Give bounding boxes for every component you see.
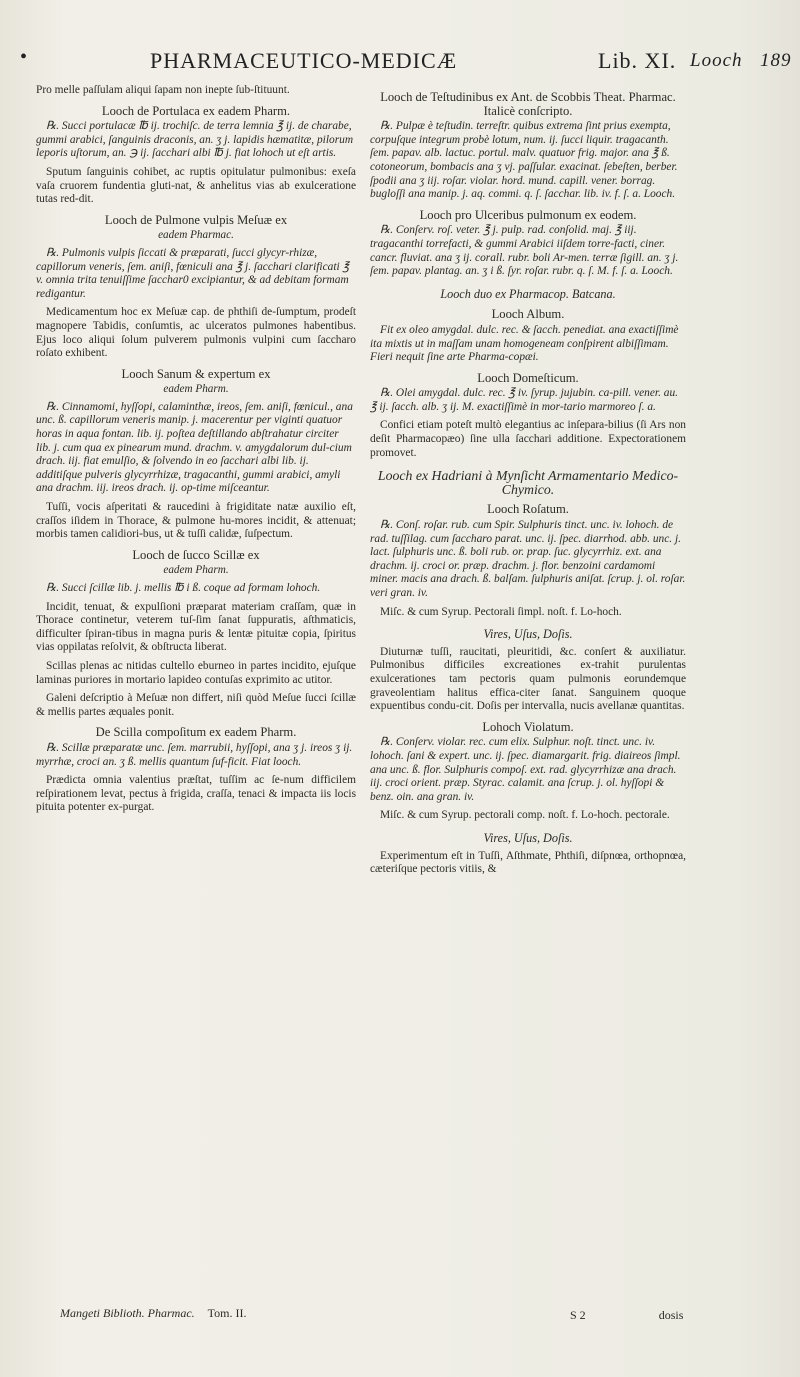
header-book-number: Lib. XI.	[598, 48, 677, 73]
division-heading: Looch duo ex Pharmacop. Batcana.	[440, 286, 616, 301]
paragraph: Incidit, tenuat, & expulſioni præparat materiam craſſam, quæ in Thorace continetur, veterem tuſ-ſim ſanat ſuppuratis, aſthmaticis, difficulter ſpiran-tibus in magna puris & lentæ pituitæ copia, ſpiritus vias oppilatas reſolvit, & obſtructa liberat.	[36, 600, 356, 654]
recipe-text: ℞. Succi ſcillæ lib. j. mellis ℔ i ß. coque ad formam lohoch.	[46, 582, 321, 594]
paragraph: Miſc. & cum Syrup. Pectorali ſimpl. noſt. f. Lo-hoch.	[380, 605, 622, 618]
recipe-text: ℞. Cinnamomi, hyſſopi, calaminthæ, ireos, ſem. aniſi, fœnicul., ana unc. ß. capillorum veneris manip. j. macerentur per viginti quatuor horas in aqua fontan. lib. ij. poſtea deſtillando abſtrahatur circiter lib. j. cum qua ex pinearum mund. drachm. v. amygdalorum dul-cium drach. iij. fiat emulſio, & ſolvendo in eo ſacchari albi lib. ij. additiſque pulveris glycyrrhizæ, tragacanthi, gummi arabici, amyli ana drachm. iij. ireos drach. ij. op-time miſceantur.	[36, 400, 353, 495]
section-heading: Looch Domeſticum.	[477, 370, 579, 385]
recipe-text: ℞. Scillæ præparatæ unc. ſem. marrubii, hyſſopi, ana ʒ j. ireos ʒ ij. myrrhæ, croci an. ʒ ß. mellis quantum ſuf-ficit. Fiat looch.	[36, 741, 353, 768]
section-source: eadem Pharmac.	[158, 229, 234, 242]
header-bullet: •	[20, 46, 29, 68]
recipe-text: ℞. Succi portulacæ ℔ ij. trochiſc. de terra lemnia ℥ ij. de charabe, gummi arabici, ſanguinis draconis, an. ʒ j. lapidis hæmatitæ, pilorum leporis uſtorum, an. ℈ ij. ſacchari albi ℔ j. fiat lohoch ut eſt artis.	[36, 120, 354, 160]
header-title: PHARMACEUTICO-MEDICÆ	[150, 48, 458, 73]
section-heading: Lohoch Violatum.	[482, 719, 574, 734]
section-source: eadem Pharm.	[163, 383, 229, 396]
page-number: 189	[760, 50, 792, 71]
paragraph: Scillas plenas ac nitidas cultello eburneo in partes incidito, ejuſque laminas puriores in mortario lapideo contuſas exprimito ac utitor.	[36, 659, 356, 686]
right-column	[370, 84, 686, 882]
signature-mark: S 2	[570, 1308, 586, 1322]
section-heading: Looch pro Ulceribus pulmonum ex eodem.	[419, 207, 637, 222]
paragraph: Medicamentum hoc ex Meſuæ cap. de phthiſi de-ſumptum, prodeſt magnopere Tabidis, conſumtis, ac ulceratos pulmones habentibus. Ejus loco aliqui ſolum pulverem pulmonis vulpini cum ſaccharo roſato exhibent.	[36, 306, 356, 360]
division-heading: Vires, Uſus, Doſis.	[483, 830, 573, 845]
division-heading: Vires, Uſus, Doſis.	[483, 627, 573, 642]
recipe-text: ℞. Pulmonis vulpis ſiccati & præparati, ſucci glycyr-rhizæ, capillorum veneris, ſem. aniſi, fœniculi ana ℥ j. ſacchari clarificati ℥ v. omnia trita tenuiſſime ſacchar0 excipiantur, & ad debitam formam redigantur.	[36, 246, 350, 300]
recipe-text: Fit ex oleo amygdal. dulc. rec. & ſacch. penediat. ana exactiſſimè ita mixtis ut in maſſam unam homogeneam conſpirent albiſſimam. Fieri nequit ſine arte Pharma-copæi.	[370, 323, 679, 364]
footer-signature: Mangeti Biblioth. Pharmac.	[60, 1306, 195, 1320]
section-heading: Looch de Pulmone vulpis Meſuæ ex	[104, 212, 288, 227]
paragraph: Sputum ſanguinis cohibet, ac ruptis opitulatur pulmonibus: exeſa vaſa cruorem fundentia gluti-nat, & anhelitus vias ab exulceratione tutas red-dit.	[36, 165, 356, 206]
paragraph: Experimentum eſt in Tuſſi, Aſthmate, Phthiſi, diſpnœa, orthopnœa, cæteriſque pectoris vitiis, &	[370, 849, 686, 876]
signature-line	[60, 1306, 246, 1321]
section-source: eadem Pharm.	[163, 564, 229, 577]
section-heading: Looch Album.	[491, 307, 565, 322]
section-heading: De Scilla compoſitum ex eadem Pharm.	[95, 725, 297, 740]
header-running-title: Looch	[690, 50, 743, 71]
footer-volume: Tom. II.	[207, 1306, 247, 1320]
paragraph: Miſc. & cum Syrup. pectorali comp. noſt. f. Lo-hoch. pectorale.	[380, 809, 670, 822]
paragraph: Confici etiam poteſt multò elegantius ac inſepara-bilius (ſi Ars non deſit Pharmacopæo) ſine ulla ſacchari additione. Expectorationem promovet.	[370, 419, 686, 459]
recipe-text: ℞. Conſerv. roſ. veter. ℥ j. pulp. rad. conſolid. maj. ℥ iij. tragacanthi torrefacti, & gummi Arabici iiſdem torre-facti, ciner. cancr. fluviat. ana ʒ ij. corall. rubr. boli Ar-men. terræ ſigill. an. ʒ j. ſem. papav. plantag. an. ʒ i ß. ſyr. roſar. rubr. q. ſ. M. f. ſ. a. Looch.	[370, 224, 679, 278]
recipe-text: ℞. Olei amygdal. dulc. rec. ℥ iv. ſyrup. jujubin. ca-pill. vener. au. ℥ ij. ſacch. alb. ʒ ij. M. exactiſſimè in mor-tario marmoreo ſ. a.	[370, 387, 679, 413]
paragraph: Pro melle paſſulam aliqui ſapam non inepte ſub-ſtituunt.	[36, 84, 290, 96]
paragraph: Prædicta omnia valentius præſtat, tuſſim ac ſe-num difficilem reſpirationem levat, pectus à frigida, craſſa, tenaci & impacta iis locis pituita potenter ex-purgat.	[36, 774, 356, 814]
section-heading: Looch de ſucco Scillæ ex	[132, 547, 260, 562]
recipe-text: ℞. Conſerv. violar. rec. cum elix. Sulphur. noſt. tinct. unc. iv. lohoch. ſani & expert. unc. ij. ſpec. diamargarit. frig. diaireos ſimpl. ana unc. ß. flor. Sulphuris compoſ. ext. rad. glycyrrhizæ ana drach. iij. croci orient. præp. Styrac. calamit. ana ſcrup. j. ol. hyſſopi & benz. oin. ana gran. iv.	[370, 736, 681, 803]
division-heading: Looch ex Hadriani à Mynſicht Armamentario Medico-Chymico.	[377, 468, 679, 497]
paragraph: Tuſſi, vocis aſperitati & raucedini à frigiditate natæ auxilio eſt, craſſos iſidem in Thorace, & pulmone hu-mores incidit, & attenuat; morbis tamen calidiori-bus, ut & tuſſi calidæ, ſuſpectum.	[36, 501, 356, 541]
section-heading: Looch Roſatum.	[487, 502, 569, 517]
recipe-text: ℞. Pulpæ è teſtudin. terreſtr. quibus extrema ſint prius exempta, corpuſque integrum probè lotum, num. ij. ſucci liquir. tragacanth. ſem. papav. alb. lactuc. portul. malv. quatuor frig. major. ana ℥ ß. cotoneorum, bombacis ana ʒ vj. paſſular. exacinat. ſebeſten, berber. ſpodii ana ʒ iij. roſar. violar. hord. mund. capill. vener. borrag. bugloſſi ana manip. j. aq. commi. q. ſ. ſacchar. lib. iv. f. ſ. a. Looch.	[370, 120, 678, 201]
paragraph: Diuturnæ tuſſi, raucitati, pleuritidi, &c. conſert & auxiliatur. Pulmonibus difficiles excreationes ex-trahit purulentas exulcerationes tam pectoris quam pulmonis eorundemque graveolentiam halitus effica-citer ſanat. Sanguinem quoque expuentibus condu-cit. Doſis per intervalla, nucis avellanæ quantitas.	[370, 645, 686, 713]
recipe-text: ℞. Conſ. roſar. rub. cum Spir. Sulphuris tinct. unc. iv. lohoch. de rad. tuſſilag. cum ſaccharo parat. unc. ij. ſpec. diarrhod. abb. unc. j. lact. ſulphuris unc. ß. boli rub. or. prap. ſuc. glycyrrhiz. ext. ana drachm. ij. croci or. præp. drachm. j. flor. benzoini cardamomi miner. macis ana drach. ß. balſam. ſulphuris aniſat. ſcrup. j. ol. roſar. veri gran. iv.	[370, 519, 686, 599]
section-heading: Looch de Portulaca ex eadem Pharm.	[101, 103, 291, 118]
catchword: dosis	[658, 1308, 684, 1322]
paragraph: Galeni deſcriptio à Meſuæ non differt, niſi quòd Meſue ſucci ſcillæ & mellis partes æquales ponit.	[36, 692, 356, 718]
left-column	[36, 84, 356, 820]
section-heading: Looch de Teſtudinibus ex Ant. de Scobbis Theat. Pharmac. Italicè conſcripto.	[380, 90, 676, 118]
section-heading: Looch Sanum & expertum ex	[121, 366, 271, 381]
running-header	[20, 46, 792, 80]
catchword-line	[570, 1308, 753, 1323]
